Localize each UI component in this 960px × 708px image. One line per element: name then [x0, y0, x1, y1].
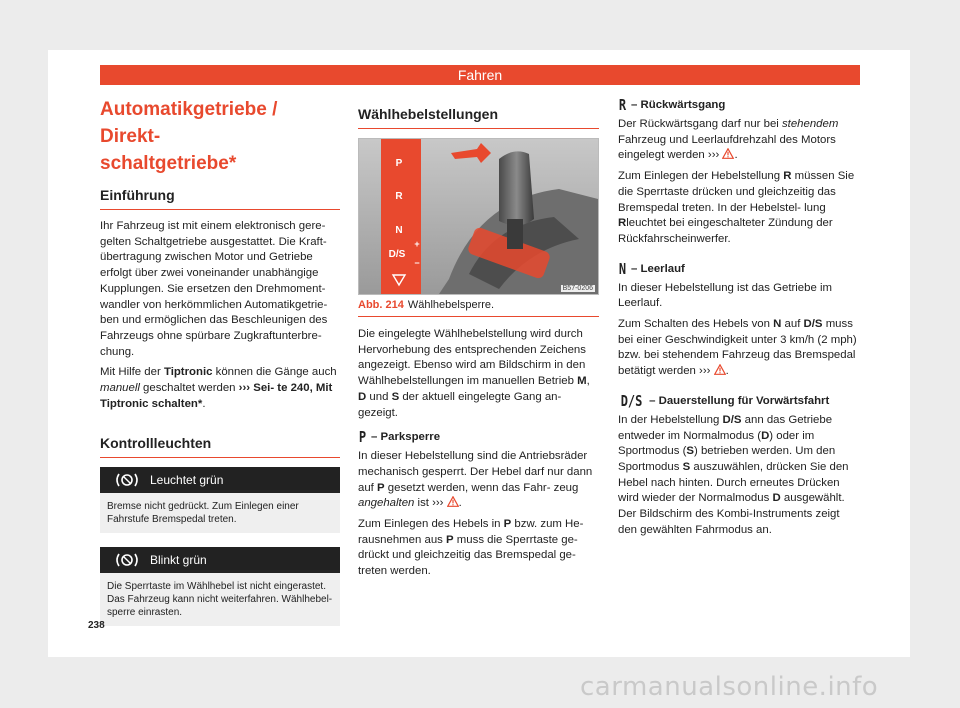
- selector-lever-illustration: [359, 139, 598, 294]
- park-paragraph: In dieser Hebelstellung sind die Antriebsräder mechanisch gesperrt. Der Hebel darf nur dann auf P gesetzt werden, wenn das Fahr- zeug angehalten ist ››› .: [358, 450, 593, 510]
- reverse-heading: R – Rückwärtsgang: [618, 96, 726, 114]
- gate-minus: −: [414, 258, 420, 268]
- brake-indicator-icon: [114, 553, 140, 567]
- figure-code: B57-0206: [562, 285, 593, 292]
- intro-paragraph: Ihr Fahrzeug ist mit einem elektronisch gere- gelten Schaltgetriebe ausgestattet. Die Kraft- übertragung zwischen Motor und Getriebe erfolgt über zwei voneinander unabhängige Kupplungen. Sie ersetzen den Drehmoment- wandler von herkömmlichen Automatikgetrie- ben und ermöglichen das Beschleunigen des Fahrzeugs ohne spürbare Zugkraftunterbre- chung.: [100, 220, 328, 358]
- gate-letter-n: N: [395, 225, 403, 236]
- gear-symbol-p: P: [358, 428, 367, 447]
- drive-paragraph: In der Hebelstellung D/S ann das Getriebe entweder im Normalmodus (D) oder im Sportmodus (S) betrieben werden. Um den Sportmodus S auszuwählen, drücken Sie den Hebel nach hinten. Durch erneutes Drücken wird wieder der Normalmodus D ausgewählt. Der Bildschirm des Kombi-Instruments zeigt den gewählten Fahrmodus an.: [618, 413, 849, 536]
- intro-heading: Einführung: [100, 181, 340, 210]
- neutral-shift-paragraph: Zum Schalten des Hebels von N auf D/S muss bei einer Geschwindigkeit unter 3 km/h (2 mph) bzw. bei stehendem Fahrzeug das Bremspedal betätigt werden ››› .: [618, 318, 857, 378]
- lamps-heading: Kontrollleuchten: [100, 429, 340, 458]
- brake-indicator-icon: [114, 473, 140, 487]
- gate-letter-r: R: [395, 191, 403, 202]
- column-middle: [358, 90, 599, 585]
- reverse-paragraph: Der Rückwärtsgang darf nur bei stehendem Fahrzeug und Leerlaufdrehzahl des Motors eingelegt werden ››› .: [618, 118, 839, 162]
- drive-heading: D/S – Dauerstellung für Vorwärtsfahrt: [620, 391, 830, 410]
- page-number: 238: [88, 620, 105, 631]
- selector-heading: Wählhebelstellungen: [358, 100, 599, 129]
- lamp-box-steady: [100, 467, 340, 533]
- gear-symbol-r: R: [618, 96, 627, 114]
- watermark: carmanualsonline.info: [580, 672, 879, 702]
- selector-lever-figure: [358, 138, 599, 295]
- reverse-engage-paragraph: Zum Einlegen der Hebelstellung R müssen Sie die Sperrtaste drücken und gleichzeitig das Bremspedal treten. In der Hebelstel- lung Rleuchtet bei eingeschalteter Zündung der Rückfahrscheinwerfer.: [618, 170, 855, 245]
- lamp-text-flashing: Die Sperrtaste im Wählhebel ist nicht eingerastet. Das Fahrzeug kann nicht weiterfahren. Wählhebel- sperre einrasten.: [107, 581, 333, 619]
- warning-icon: [722, 148, 734, 159]
- page-reference-link[interactable]: ››› Sei- te 240, Mit Tiptronic schalten*: [100, 382, 333, 410]
- lamp-title-flashing: Blinkt grün: [150, 553, 207, 568]
- gate-plus: +: [414, 239, 420, 249]
- park-heading: P – Parksperre: [358, 428, 441, 447]
- lamp-title-steady: Leuchtet grün: [150, 473, 224, 488]
- chapter-title: Automatikgetriebe / Direkt- schaltgetriebe*: [100, 99, 278, 174]
- neutral-heading: N – Leerlauf: [618, 259, 685, 278]
- display-paragraph: Die eingelegte Wählhebelstellung wird durch Hervorhebung des entsprechenden Zeichens angezeigt. Ebenso wird am Bildschirm in den Wählhebelstellungen im manuellen Betrieb M, D und S der aktuell eingelegte Gang an- gezeigt.: [358, 328, 590, 419]
- manual-page: [48, 50, 910, 657]
- park-lock-paragraph: Zum Einlegen des Hebels in P bzw. zum He- rausnehmen aus P muss die Sperrtaste ge- drückt und gleichzeitig das Bremspedal ge- treten werden.: [358, 518, 584, 578]
- column-right: [618, 90, 860, 543]
- tiptronic-paragraph: Mit Hilfe der Tiptronic können die Gänge auch manuell geschaltet werden ››› Sei- te 240, Mit Tiptronic schalten*.: [100, 366, 337, 410]
- column-left: [100, 90, 340, 626]
- gate-letter-p: P: [395, 158, 403, 169]
- gear-symbol-ds: D/S: [620, 391, 643, 410]
- warning-icon: [714, 364, 726, 375]
- gear-symbol-n: N: [618, 259, 627, 278]
- gate-letter-ds: D/S: [388, 249, 406, 260]
- warning-icon: [447, 496, 459, 507]
- lamp-text-steady: Bremse nicht gedrückt. Zum Einlegen einer Fahrstufe Bremspedal treten.: [107, 501, 299, 526]
- figure-caption: Abb. 214 Wählhebelsperre.: [358, 295, 599, 317]
- neutral-paragraph: In dieser Hebelstellung ist das Getriebe im Leerlauf.: [618, 281, 832, 310]
- lamp-box-flashing: [100, 547, 340, 626]
- section-header: Fahren: [100, 65, 860, 85]
